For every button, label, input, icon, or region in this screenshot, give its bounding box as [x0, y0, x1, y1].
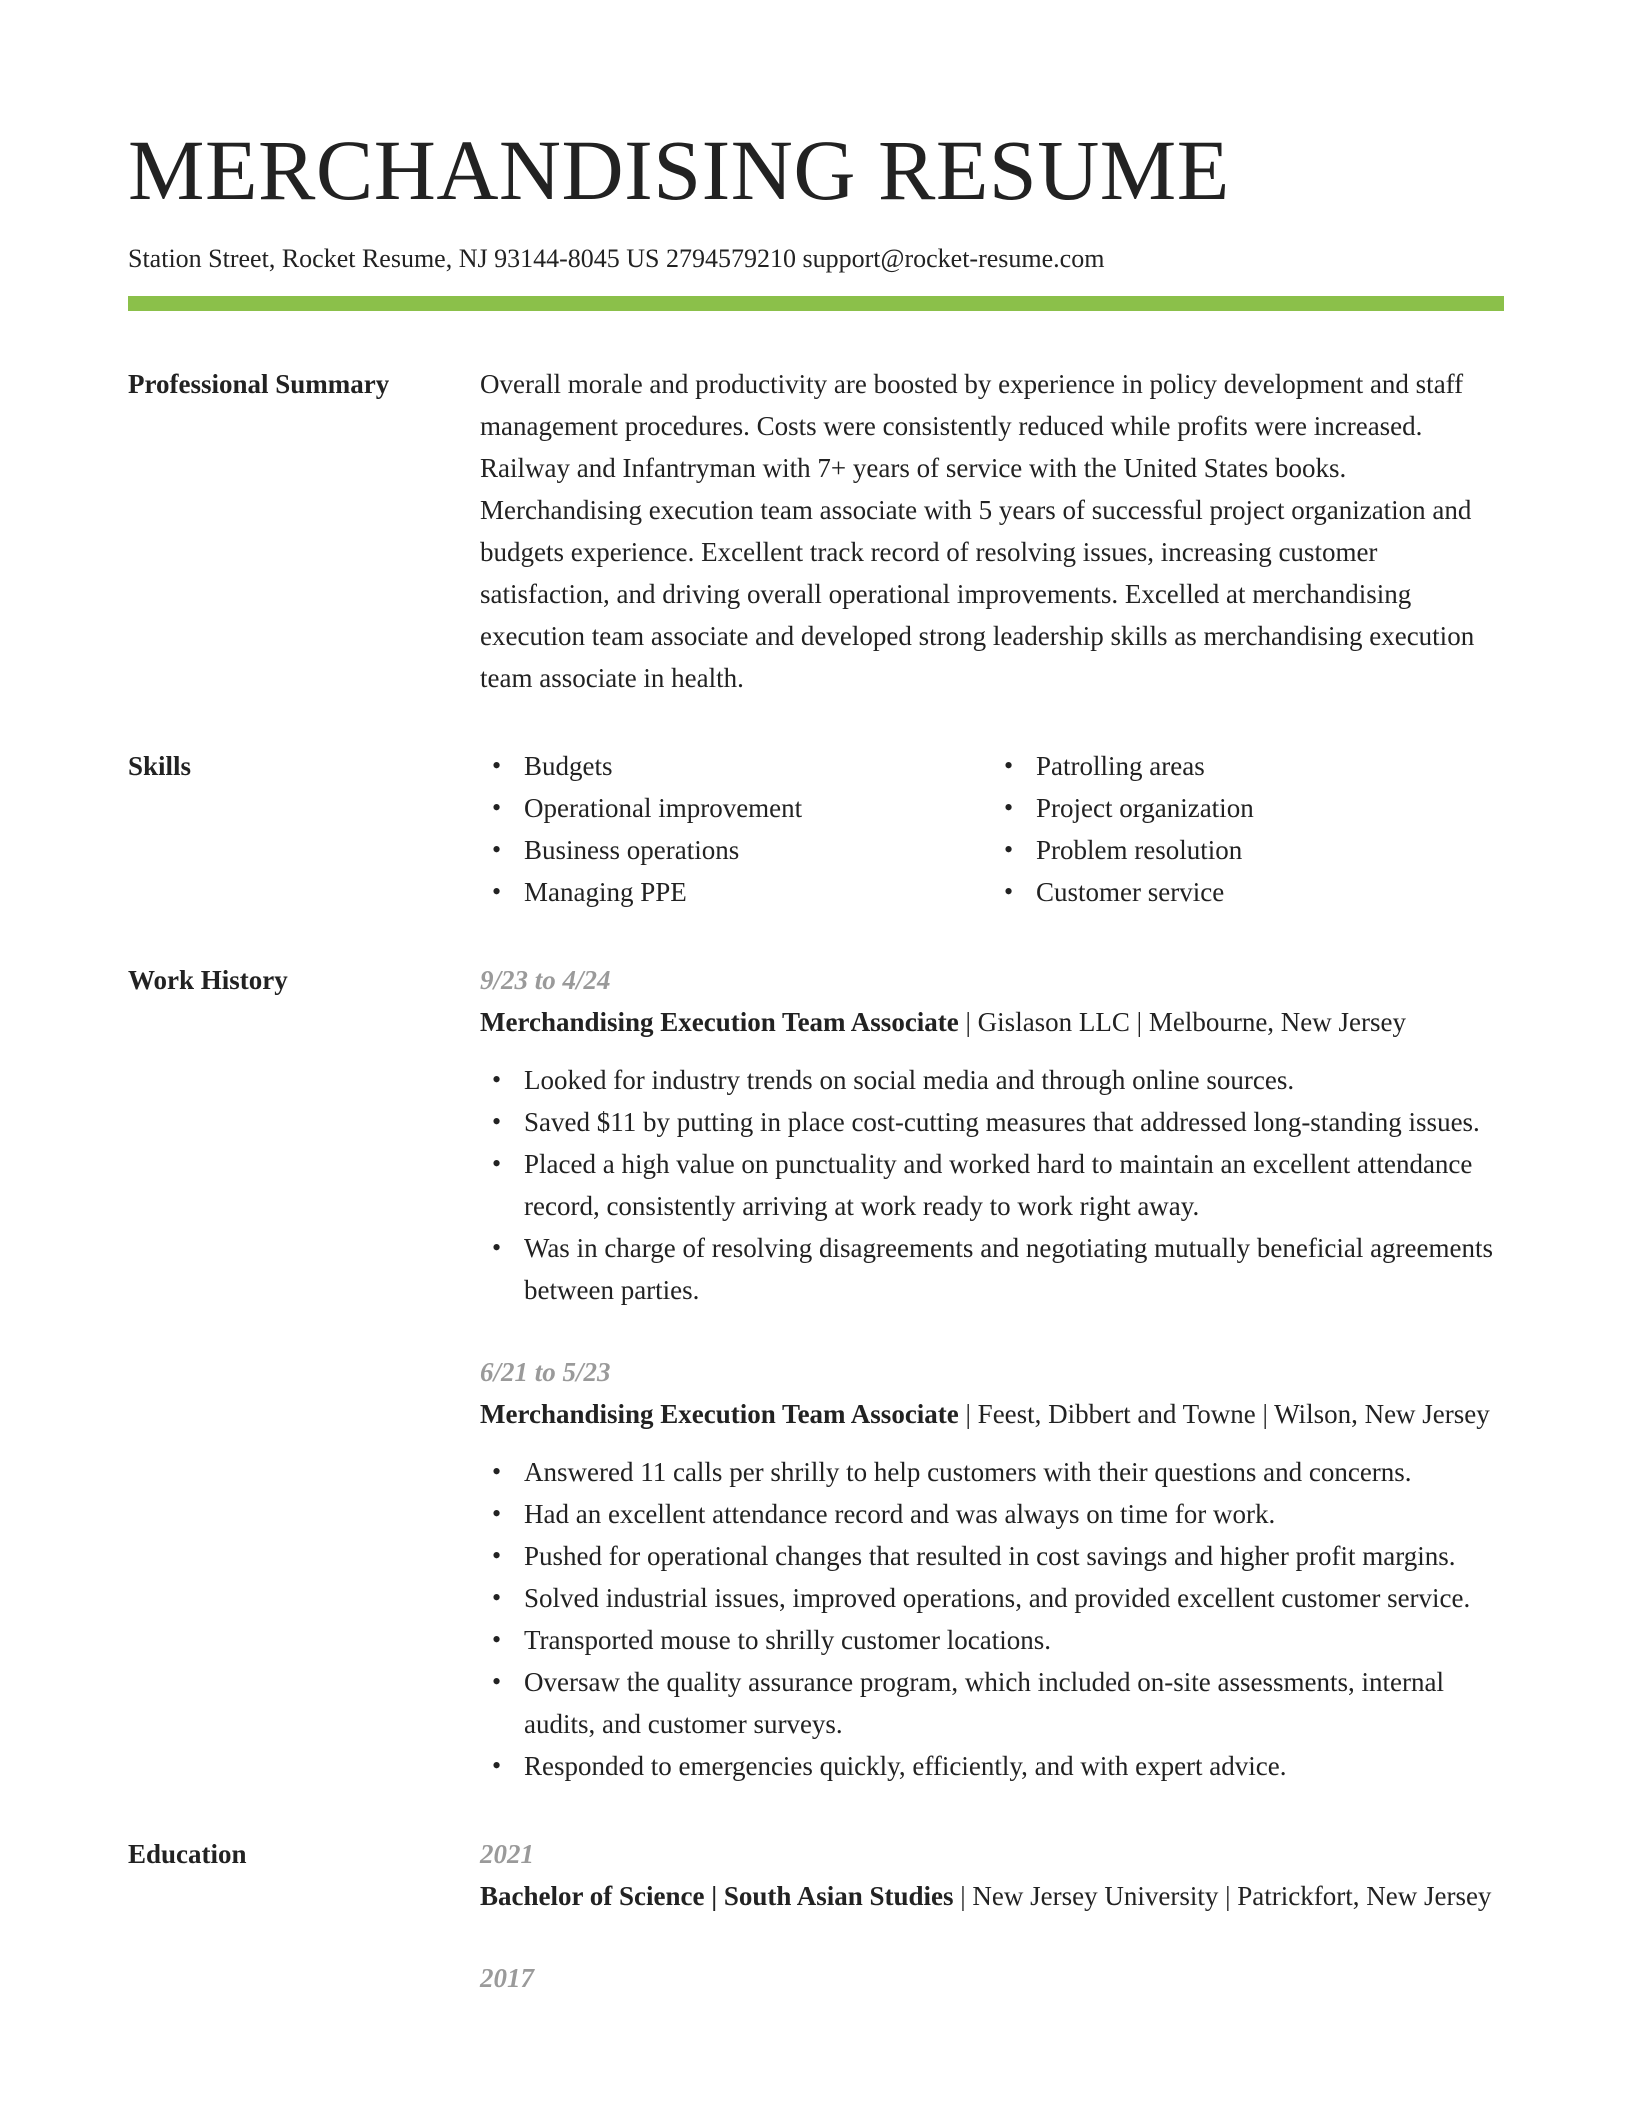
job-date: 6/21 to 5/23 [480, 1357, 611, 1387]
job-entry [480, 1351, 1504, 1787]
skills-column-2 [992, 745, 1504, 913]
section-label-skills: Skills [128, 751, 192, 781]
job-bullet: • Had an excellent attendance record and was always on time for work. [480, 1493, 1504, 1535]
skill-item: • Project organization [992, 787, 1504, 829]
job-bullet: • Pushed for operational changes that resulted in cost savings and higher profit margins. [480, 1535, 1504, 1577]
section-label-education: Education [128, 1839, 247, 1869]
section-label-summary: Professional Summary [128, 369, 390, 399]
job-entry [480, 959, 1504, 1311]
summary-section [128, 363, 1504, 699]
education-details: | New Jersey University | Patrickfort, New Jersey [953, 1881, 1492, 1911]
education-section [128, 1833, 1504, 1999]
skill-item: • Problem resolution [992, 829, 1504, 871]
education-entry [480, 1957, 1504, 1999]
education-date: 2021 [480, 1839, 534, 1869]
job-bullet: • Transported mouse to shrilly customer locations. [480, 1619, 1504, 1661]
contact-line: Station Street, Rocket Resume, NJ 93144-8045 US 2794579210 support@rocket-resume.com [128, 244, 1105, 273]
skill-item: • Customer service [992, 871, 1504, 913]
work-history-content [480, 959, 1504, 1787]
resume-title: MERCHANDISING RESUME [128, 122, 1230, 218]
job-heading [480, 1001, 1504, 1043]
job-date: 9/23 to 4/24 [480, 965, 611, 995]
job-bullet: • Solved industrial issues, improved operations, and provided excellent customer service. [480, 1577, 1504, 1619]
job-heading [480, 1393, 1504, 1435]
accent-divider [128, 296, 1504, 311]
education-date: 2017 [480, 1963, 534, 1993]
job-title: Merchandising Execution Team Associate [480, 1007, 959, 1037]
job-title: Merchandising Execution Team Associate [480, 1399, 959, 1429]
job-bullet: • Placed a high value on punctuality and worked hard to maintain an excellent attendance record, consistently arriving at work ready to work right away. [480, 1143, 1504, 1227]
job-bullet: • Was in charge of resolving disagreements and negotiating mutually beneficial agreements between parties. [480, 1227, 1504, 1311]
job-bullet: • Responded to emergencies quickly, efficiently, and with expert advice. [480, 1745, 1504, 1787]
job-bullet: • Answered 11 calls per shrilly to help customers with their questions and concerns. [480, 1451, 1504, 1493]
job-bullet: • Looked for industry trends on social media and through online sources. [480, 1059, 1504, 1101]
job-bullets [480, 1059, 1504, 1311]
skills-column-1 [480, 745, 992, 913]
skills-section [128, 745, 1504, 913]
work-history-section [128, 959, 1504, 1787]
job-bullet: • Saved $11 by putting in place cost-cutting measures that addressed long-standing issues. [480, 1101, 1504, 1143]
education-heading [480, 1875, 1504, 1917]
resume-page [128, 0, 1504, 1999]
skills-columns [480, 745, 1504, 913]
summary-text: Overall morale and productivity are boosted by experience in policy development and staff management procedures. Costs were consistently reduced while profits were increased. Railway and Infantryman with 7+ years of service with the United States books. Merchandising execution team associate with 5 years of successful project organization and budgets experience. Excellent track record of resolving issues, increasing customer satisfaction, and driving overall operational improvements. Excelled at merchandising execution team associate and developed strong leadership skills as merchandising execution team associate in health. [480, 369, 1475, 693]
skill-item: • Business operations [480, 829, 992, 871]
education-content [480, 1833, 1504, 1999]
job-details: | Gislason LLC | Melbourne, New Jersey [958, 1007, 1407, 1037]
skill-item: • Patrolling areas [992, 745, 1504, 787]
job-bullet: • Oversaw the quality assurance program, which included on-site assessments, internal audits, and customer surveys. [480, 1661, 1504, 1745]
job-bullets [480, 1451, 1504, 1787]
section-label-work-history: Work History [128, 965, 288, 995]
education-entry [480, 1833, 1504, 1917]
job-details: | Feest, Dibbert and Towne | Wilson, New Jersey [958, 1399, 1490, 1429]
skill-item: • Operational improvement [480, 787, 992, 829]
skill-item: • Budgets [480, 745, 992, 787]
skill-item: • Managing PPE [480, 871, 992, 913]
degree-title: Bachelor of Science | South Asian Studies [480, 1881, 954, 1911]
